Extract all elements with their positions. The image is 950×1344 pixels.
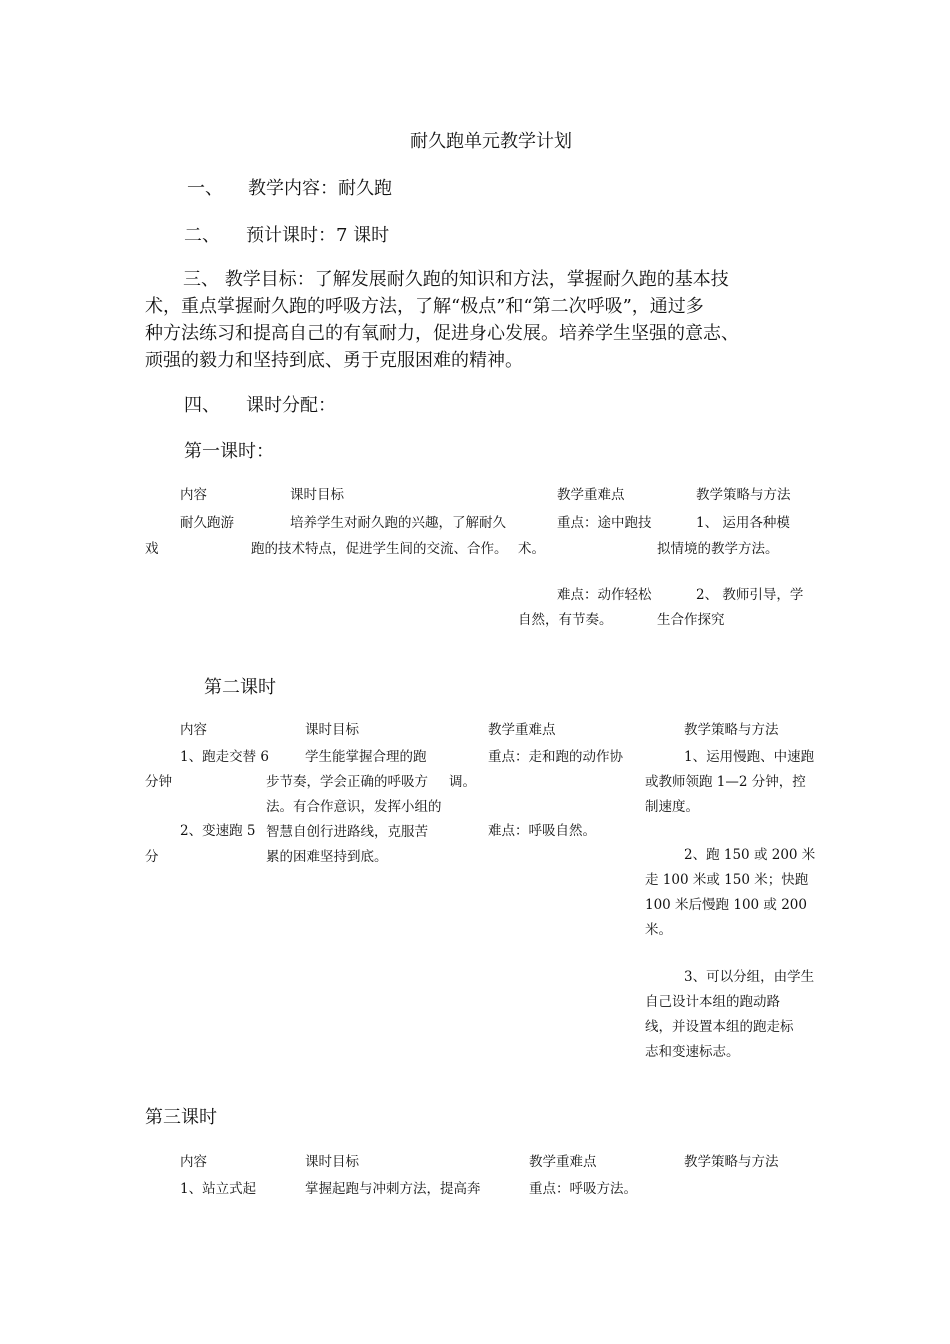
- lesson-2-method-3-line-2: 自己设计本组的跑动路: [645, 994, 780, 1010]
- lesson-1-method-1-line-2: 拟情境的教学方法。: [657, 541, 779, 557]
- lesson-2-method-3-line-4: 志和变速标志。: [645, 1044, 740, 1060]
- lesson-2-method-2-line-3: 100 米后慢跑 100 或 200: [645, 897, 807, 913]
- lesson-1-goal-line-2: 跑的技术特点，促进学生间的交流、合作。: [251, 541, 508, 557]
- section-1-number: 一、: [187, 178, 223, 199]
- lesson-1-difficulty-line-1: 难点：动作轻松: [557, 587, 652, 603]
- lesson-2-header-goal: 课时目标: [305, 722, 359, 738]
- lesson-2-heading: 第二课时: [204, 677, 276, 698]
- lesson-2-goal-line-2: 步节奏，学会正确的呼吸方: [266, 774, 428, 790]
- lesson-2-key-line-1: 重点：走和跑的动作协: [488, 749, 623, 765]
- lesson-1-header-content: 内容: [180, 487, 207, 503]
- lesson-1-key-line-1: 重点：途中跑技: [557, 515, 652, 531]
- lesson-2-content-2-line-1: 2、变速跑 5: [180, 823, 256, 839]
- lesson-1-difficulty-line-2: 自然，有节奏。: [518, 612, 613, 628]
- lesson-3-header-goal: 课时目标: [305, 1154, 359, 1170]
- lesson-3-heading: 第三课时: [145, 1107, 217, 1128]
- lesson-1-key-line-2: 术。: [518, 541, 545, 557]
- section-4-number: 四、: [184, 395, 220, 416]
- section-2-number: 二、: [184, 225, 220, 246]
- lesson-3-key-line-1: 重点：呼吸方法。: [529, 1181, 637, 1197]
- lesson-1-header-method: 教学策略与方法: [696, 487, 791, 503]
- lesson-2-content-1-line-2: 分钟: [145, 774, 172, 790]
- lesson-2-method-2-line-4: 米。: [645, 922, 672, 938]
- page-title: 耐久跑单元教学计划: [410, 131, 572, 152]
- lesson-2-method-2-line-2: 走 100 米或 150 米；快跑: [645, 872, 809, 888]
- lesson-2-header-content: 内容: [180, 722, 207, 738]
- lesson-2-goal-line-1: 学生能掌握合理的跑: [305, 749, 427, 765]
- section-4-text: 课时分配：: [246, 395, 336, 416]
- lesson-2-header-keypoints: 教学重难点: [488, 722, 556, 738]
- section-3-line-2: 术，重点掌握耐久跑的呼吸方法，了解“极点”和“第二次呼吸”，通过多: [145, 296, 704, 317]
- lesson-1-method-1-line-1: 1、 运用各种模: [696, 515, 790, 531]
- lesson-2-content-2-line-2: 分: [145, 849, 159, 865]
- lesson-2-method-2-line-1: 2、跑 150 或 200 米: [684, 847, 816, 863]
- lesson-2-method-1-line-1: 1、运用慢跑、中速跑: [684, 749, 815, 765]
- lesson-2-method-1-line-2: 或教师领跑 1—2 分钟，控: [645, 774, 806, 790]
- lesson-1-goal-line-1: 培养学生对耐久跑的兴趣，了解耐久: [290, 515, 506, 531]
- lesson-1-method-2-line-1: 2、 教师引导，学: [696, 587, 804, 603]
- lesson-3-header-method: 教学策略与方法: [684, 1154, 779, 1170]
- lesson-2-key-line-2: 调。: [449, 774, 476, 790]
- section-1-text: 教学内容：耐久跑: [248, 178, 392, 199]
- lesson-2-goal-line-5: 累的困难坚持到底。: [266, 849, 388, 865]
- lesson-2-method-3-line-3: 线，并设置本组的跑走标: [645, 1019, 794, 1035]
- lesson-1-content-line-2: 戏: [145, 541, 159, 557]
- lesson-1-content-line-1: 耐久跑游: [180, 515, 234, 531]
- lesson-1-header-goal: 课时目标: [290, 487, 344, 503]
- lesson-2-goal-line-3: 法。有合作意识，发挥小组的: [266, 799, 442, 815]
- lesson-1-header-keypoints: 教学重难点: [557, 487, 625, 503]
- section-3-line-1: 三、 教学目标：了解发展耐久跑的知识和方法，掌握耐久跑的基本技: [183, 269, 729, 290]
- lesson-2-content-1-line-1: 1、跑走交替 6: [180, 749, 269, 765]
- section-3-line-3: 种方法练习和提高自己的有氧耐力，促进身心发展。培养学生坚强的意志、: [145, 323, 739, 344]
- lesson-2-method-3-line-1: 3、可以分组，由学生: [684, 969, 815, 985]
- lesson-1-method-2-line-2: 生合作探究: [657, 612, 725, 628]
- lesson-2-method-1-line-3: 制速度。: [645, 799, 699, 815]
- lesson-2-difficulty: 难点：呼吸自然。: [488, 823, 596, 839]
- lesson-2-goal-line-4: 智慧自创行进路线，克服苦: [266, 824, 428, 840]
- lesson-3-goal-line-1: 掌握起跑与冲刺方法，提高奔: [305, 1181, 481, 1197]
- lesson-2-header-method: 教学策略与方法: [684, 722, 779, 738]
- lesson-3-header-content: 内容: [180, 1154, 207, 1170]
- section-3-line-4: 顽强的毅力和坚持到底、勇于克服困难的精神。: [145, 350, 523, 371]
- lesson-3-header-keypoints: 教学重难点: [529, 1154, 597, 1170]
- lesson-3-content-line-1: 1、站立式起: [180, 1181, 257, 1197]
- section-2-text: 预计课时：7 课时: [246, 225, 390, 246]
- lesson-1-heading: 第一课时：: [184, 441, 274, 462]
